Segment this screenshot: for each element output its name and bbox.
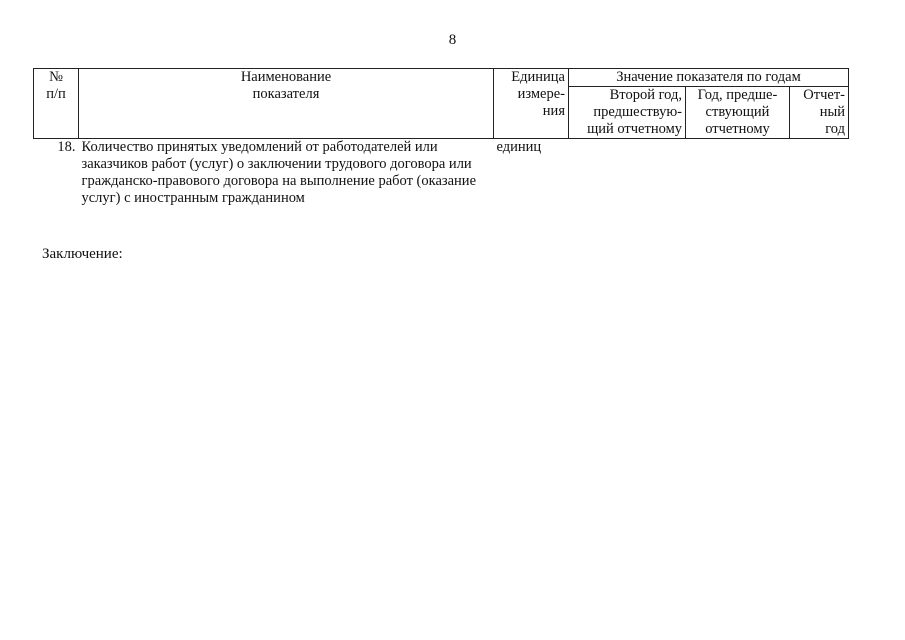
header-number: № п/п (34, 69, 79, 139)
header-year-reporting: Отчет- ный год (790, 87, 849, 139)
header-year-second-before: Второй год, предшествую- щий отчетному (569, 87, 686, 139)
table-row (34, 139, 849, 208)
header-name: Наименование показателя (79, 69, 494, 139)
row-name: Количество принятых уведомлений от работодателей или заказчиков работ (услуг) о заключении трудового договора или гражданско-правового договора на выполнение работ (оказание услуг) с иностранным гражданином (81, 139, 477, 206)
row-year-second-before (569, 139, 686, 208)
row-number: 18. (57, 139, 76, 155)
row-year-reporting (790, 139, 849, 208)
indicators-table (33, 68, 849, 207)
page-number: 8 (448, 32, 457, 48)
header-values-group: Значение показателя по годам (569, 69, 849, 87)
row-unit: единиц (496, 139, 542, 155)
row-year-before (686, 139, 790, 208)
header-unit: Единица измере- ния (494, 69, 569, 139)
conclusion-label: Заключение: (42, 246, 123, 262)
header-year-before: Год, предше- ствующий отчетному (686, 87, 790, 139)
